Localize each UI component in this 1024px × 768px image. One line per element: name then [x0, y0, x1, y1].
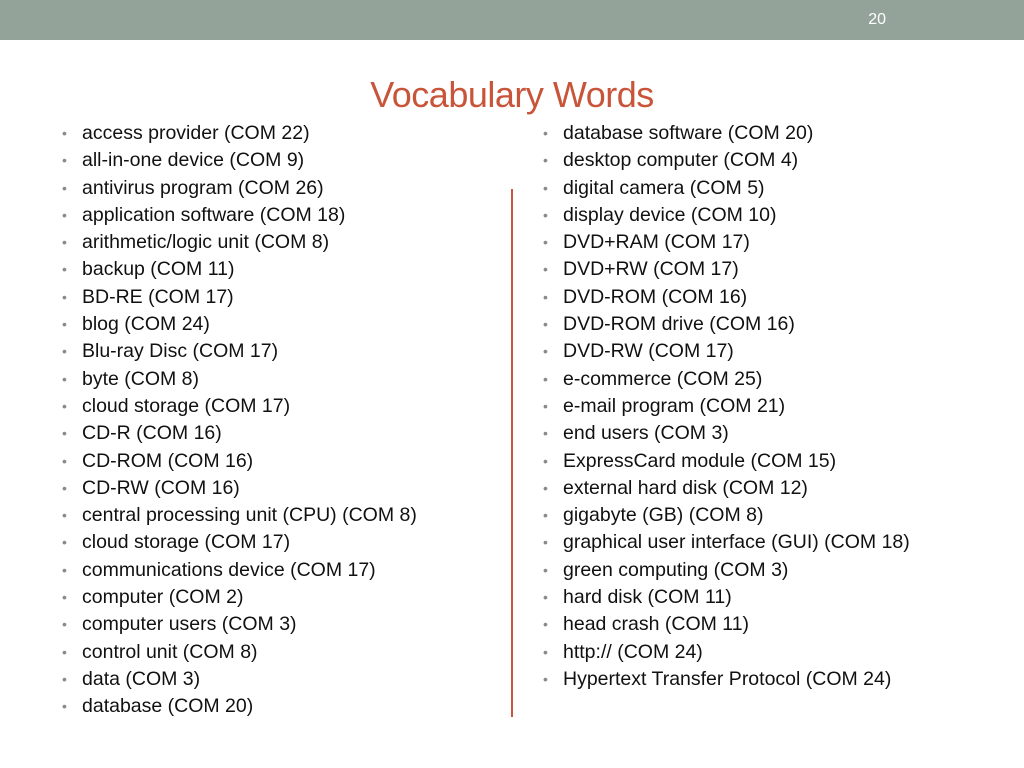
list-item [543, 668, 943, 690]
bullet-icon: • [62, 179, 67, 196]
bullet-icon: • [543, 534, 548, 551]
list-item [62, 149, 492, 171]
list-item [543, 286, 943, 308]
bullet-icon: • [62, 206, 67, 223]
list-item [543, 368, 943, 390]
bullet-icon: • [62, 425, 67, 442]
bullet-icon: • [62, 507, 67, 524]
list-item [62, 450, 492, 472]
list-item-text: DVD-ROM (COM 16) [563, 285, 748, 308]
list-item-text: gigabyte (GB) (COM 8) [563, 504, 764, 527]
list-item [62, 368, 492, 390]
column-divider [511, 189, 513, 717]
list-item [543, 122, 943, 144]
list-item [543, 531, 943, 553]
list-item-text: database (COM 20) [82, 695, 254, 718]
list-item [62, 422, 492, 444]
list-item [62, 340, 492, 362]
bullet-icon: • [543, 561, 548, 578]
list-item [62, 313, 492, 335]
bullet-icon: • [62, 234, 67, 251]
list-item [62, 204, 492, 226]
bullet-icon: • [62, 125, 67, 141]
list-item-text: Hypertext Transfer Protocol (COM 24) [563, 667, 892, 690]
list-item-text: CD-ROM (COM 16) [82, 449, 254, 472]
list-item [62, 559, 492, 581]
list-item-text: communications device (COM 17) [82, 558, 376, 581]
bullet-icon: • [62, 643, 67, 660]
list-item [62, 177, 492, 199]
list-item [543, 177, 943, 199]
list-item [62, 258, 492, 280]
bullet-icon: • [543, 343, 548, 360]
list-item-text: arithmetic/logic unit (COM 8) [82, 231, 330, 254]
vocabulary-list-right [543, 122, 943, 695]
list-item-text: cloud storage (COM 17) [82, 531, 291, 554]
bullet-icon: • [543, 507, 548, 524]
bullet-icon: • [543, 425, 548, 442]
list-item-text: backup (COM 11) [82, 258, 235, 281]
list-item-text: control unit (COM 8) [82, 640, 258, 663]
list-item [62, 668, 492, 690]
list-item-text: application software (COM 18) [82, 203, 346, 226]
list-item [543, 477, 943, 499]
list-item [62, 477, 492, 499]
list-item-text: data (COM 3) [82, 667, 201, 690]
list-item [543, 313, 943, 335]
bullet-icon: • [62, 316, 67, 333]
list-item-text: access provider (COM 22) [82, 122, 310, 144]
bullet-icon: • [543, 316, 548, 333]
list-item-text: Blu-ray Disc (COM 17) [82, 340, 279, 363]
bullet-icon: • [62, 452, 67, 469]
list-item [62, 531, 492, 553]
list-item [543, 559, 943, 581]
bullet-icon: • [543, 452, 548, 469]
bullet-icon: • [543, 288, 548, 305]
bullet-icon: • [543, 179, 548, 196]
bullet-icon: • [543, 152, 548, 169]
list-item-text: graphical user interface (GUI) (COM 18) [563, 531, 910, 554]
list-item [543, 231, 943, 253]
vocabulary-list-left [62, 122, 492, 723]
list-item-text: external hard disk (COM 12) [563, 476, 808, 499]
list-item [543, 340, 943, 362]
header-bar [0, 0, 1024, 40]
list-item [62, 286, 492, 308]
list-item-text: DVD+RW (COM 17) [563, 258, 739, 281]
bullet-icon: • [543, 616, 548, 633]
list-item [543, 149, 943, 171]
bullet-icon: • [62, 561, 67, 578]
list-item-text: e-commerce (COM 25) [563, 367, 763, 390]
list-item-text: DVD+RAM (COM 17) [563, 231, 750, 254]
list-item [543, 395, 943, 417]
list-item [543, 204, 943, 226]
list-item-text: DVD-RW (COM 17) [563, 340, 734, 363]
bullet-icon: • [543, 370, 548, 387]
slide-number: 20 [868, 11, 886, 28]
list-item-text: BD-RE (COM 17) [82, 285, 234, 308]
list-item-text: CD-RW (COM 16) [82, 476, 240, 499]
list-item-text: all-in-one device (COM 9) [82, 149, 305, 172]
list-item [62, 613, 492, 635]
bullet-icon: • [62, 370, 67, 387]
bullet-icon: • [543, 670, 548, 687]
list-item [62, 695, 492, 717]
bullet-icon: • [543, 206, 548, 223]
list-item-text: cloud storage (COM 17) [82, 394, 291, 417]
list-item [543, 586, 943, 608]
bullet-icon: • [62, 616, 67, 633]
list-item-text: display device (COM 10) [563, 203, 777, 226]
bullet-icon: • [62, 698, 67, 715]
list-item [62, 395, 492, 417]
list-item [62, 504, 492, 526]
bullet-icon: • [543, 479, 548, 496]
list-item-text: http:// (COM 24) [563, 640, 703, 663]
bullet-icon: • [543, 397, 548, 414]
list-item [543, 641, 943, 663]
list-item [543, 613, 943, 635]
list-item-text: central processing unit (CPU) (COM 8) [82, 504, 417, 527]
list-item-text: DVD-ROM drive (COM 16) [563, 313, 795, 336]
slide-title: Vocabulary Words [370, 74, 654, 115]
bullet-icon: • [543, 589, 548, 606]
bullet-icon: • [62, 152, 67, 169]
bullet-icon: • [62, 479, 67, 496]
list-item [543, 450, 943, 472]
list-item [62, 231, 492, 253]
list-item-text: ExpressCard module (COM 15) [563, 449, 837, 472]
list-item-text: blog (COM 24) [82, 313, 210, 336]
list-item-text: antivirus program (COM 26) [82, 176, 324, 199]
list-item-text: e-mail program (COM 21) [563, 394, 786, 417]
list-item-text: computer users (COM 3) [82, 613, 297, 636]
bullet-icon: • [543, 261, 548, 278]
list-item-text: head crash (COM 11) [563, 613, 750, 636]
bullet-icon: • [543, 125, 548, 141]
list-item [62, 641, 492, 663]
list-item [543, 504, 943, 526]
bullet-icon: • [62, 589, 67, 606]
list-item-text: end users (COM 3) [563, 422, 729, 445]
list-item [62, 586, 492, 608]
list-item-text: CD-R (COM 16) [82, 422, 222, 445]
list-item-text: hard disk (COM 11) [563, 586, 732, 609]
list-item-text: byte (COM 8) [82, 367, 200, 390]
list-item-text: green computing (COM 3) [563, 558, 789, 581]
bullet-icon: • [62, 397, 67, 414]
list-item-text: computer (COM 2) [82, 586, 244, 609]
list-item [62, 122, 492, 144]
list-item-text: digital camera (COM 5) [563, 176, 765, 199]
bullet-icon: • [62, 534, 67, 551]
bullet-icon: • [543, 234, 548, 251]
list-item [543, 422, 943, 444]
bullet-icon: • [62, 343, 67, 360]
list-item-text: database software (COM 20) [563, 122, 814, 144]
bullet-icon: • [62, 670, 67, 687]
bullet-icon: • [543, 643, 548, 660]
bullet-icon: • [62, 288, 67, 305]
bullet-icon: • [62, 261, 67, 278]
list-item [543, 258, 943, 280]
list-item-text: desktop computer (COM 4) [563, 149, 799, 172]
